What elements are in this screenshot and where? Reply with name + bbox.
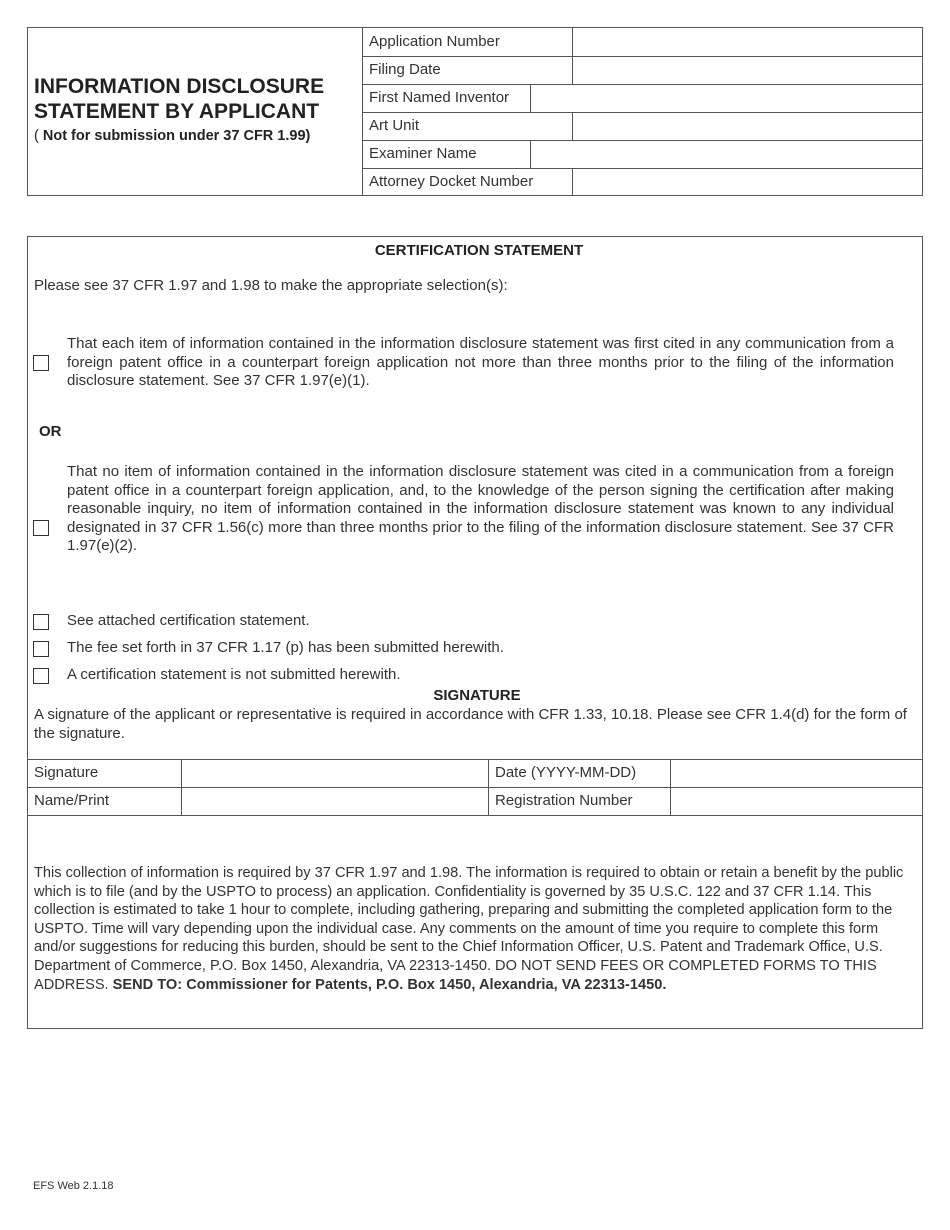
art-unit-value[interactable]: [580, 117, 915, 137]
row-line: [362, 140, 923, 141]
send-to-address: SEND TO: Commissioner for Patents, P.O. Box 1450, Alexandria, VA 22313-1450.: [112, 976, 667, 993]
signature-heading: SIGNATURE: [433, 687, 521, 704]
form-version: EFS Web 2.1.18: [33, 1180, 114, 1192]
application-number-value[interactable]: [580, 33, 915, 53]
attorney-docket-number-value[interactable]: [580, 173, 915, 193]
signature-note: A signature of the applicant or representative is required in accordance with CFR 1.33, 10.18. Please see CFR 1.4(d) for the form of the signature.: [34, 706, 907, 742]
col-line: [572, 56, 573, 84]
sig-table-col: [181, 759, 182, 815]
date-label: Date (YYYY-MM-DD): [495, 764, 637, 781]
option4-text: The fee set forth in 37 CFR 1.17 (p) has been submitted herewith.: [67, 639, 504, 656]
registration-number-label: Registration Number: [495, 792, 633, 809]
application-number-label: Application Number: [369, 33, 500, 50]
col-line: [572, 112, 573, 140]
option3-text: See attached certification statement.: [67, 612, 310, 629]
row-line: [362, 56, 923, 57]
option1-text: That each item of information contained in the information disclosure statement was first cited in any communication from a foreign patent office in a counterpart foreign application not more than three months prior to the filing of the information disclosure statement. See 37 CFR 1.97(e)(1).: [67, 335, 894, 389]
option1-checkbox[interactable]: [33, 355, 49, 371]
option5-text: A certification statement is not submitted herewith.: [67, 666, 401, 683]
row-line: [362, 84, 923, 85]
row-line: [362, 168, 923, 169]
option5-checkbox[interactable]: [33, 668, 49, 684]
registration-number-field[interactable]: [677, 792, 917, 812]
attorney-docket-number-label: Attorney Docket Number: [369, 173, 534, 190]
filing-date-label: Filing Date: [369, 61, 441, 78]
burden-text: This collection of information is required by 37 CFR 1.97 and 1.98. The information is required to obtain or retain a benefit by the public which is to file (and by the USPTO to process) an application. Confidentiality is governed by 35 U.S.C. 122 and 37 CFR 1.14. This collection is estimated to take 1 hour to complete, including gathering, preparing and submitting the completed application form to the USPTO. Time will vary depending upon the individual case. Any comments on the amount of time you require to complete this form and/or suggestions for reducing this burden, should be sent to the Chief Information Officer, U.S. Patent and Trademark Office, U.S. Department of Commerce, P.O. Box 1450, Alexandria, VA 22313-1450. DO NOT SEND FEES OR COMPLETED FORMS TO THIS ADDRESS.: [34, 865, 904, 993]
examiner-name-value[interactable]: [538, 145, 915, 165]
sig-table-line: [27, 787, 923, 788]
burden-statement: [34, 864, 919, 994]
option4-checkbox[interactable]: [33, 641, 49, 657]
filing-date-value[interactable]: [580, 61, 915, 81]
or-label: OR: [39, 423, 62, 440]
sig-table-line: [27, 759, 923, 760]
first-named-inventor-value[interactable]: [538, 89, 915, 109]
subtitle-text: Not for submission under 37 CFR 1.99): [42, 128, 311, 144]
sig-table-col: [488, 759, 489, 815]
col-line: [530, 84, 531, 112]
signature-label: Signature: [34, 764, 99, 781]
col-line: [572, 168, 573, 196]
name-print-field[interactable]: [188, 792, 482, 812]
certification-heading: CERTIFICATION STATEMENT: [374, 242, 584, 259]
signature-field[interactable]: [188, 764, 482, 784]
option2-text: That no item of information contained in the information disclosure statement was cited in a communication from a foreign patent office in a counterpart foreign application, and, to the knowledge of the person signing the certification after making reasonable inquiry, no item of information contained in the information disclosure statement was known to any individual designated in 37 CFR 1.56(c) more than three months prior to the filing of the information disclosure statement. See 37 CFR 1.97(e)(2).: [67, 463, 894, 554]
examiner-name-label: Examiner Name: [369, 145, 477, 162]
col-line: [530, 140, 531, 168]
form-title: INFORMATION DISCLOSURE STATEMENT BY APPLICANT: [34, 75, 325, 123]
date-field[interactable]: [677, 764, 917, 784]
option2-checkbox[interactable]: [33, 520, 49, 536]
subtitle-paren: (: [34, 128, 43, 144]
option3-checkbox[interactable]: [33, 614, 49, 630]
certification-intro: Please see 37 CFR 1.97 and 1.98 to make the appropriate selection(s):: [34, 277, 508, 294]
col-line: [572, 27, 573, 56]
sig-table-line: [27, 815, 923, 816]
art-unit-label: Art Unit: [369, 117, 420, 134]
first-named-inventor-label: First Named Inventor: [369, 89, 510, 106]
name-print-label: Name/Print: [34, 792, 110, 809]
sig-table-col: [670, 759, 671, 815]
form-subtitle: [34, 128, 310, 144]
row-line: [362, 112, 923, 113]
